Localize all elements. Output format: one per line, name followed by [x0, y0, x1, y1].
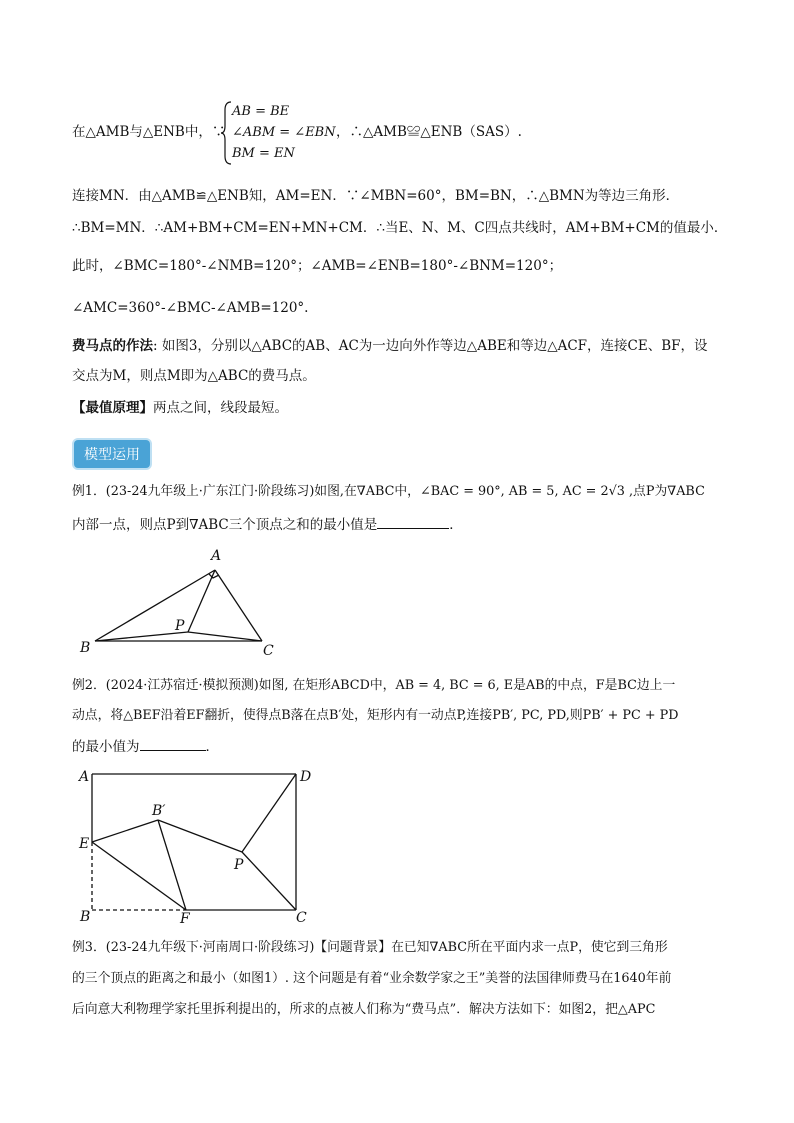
ex2-label-c: C	[296, 910, 307, 924]
ex1-label-a: A	[211, 548, 222, 564]
section-badge: 模型运用	[74, 440, 150, 468]
ex1-segment-pc	[188, 632, 262, 641]
proof-line-1: 连接MN．由△AMB≌△ENB知，AM=EN．∵∠MBN=60°，BM=BN，∴△BMN为等边三角形．	[72, 188, 680, 204]
ex3-line-2: 的三个顶点的距离之和最小（如图1）. 这个问题是有着“业余数学家之王”美誉的法国律师费马在1640年前	[72, 971, 672, 986]
ex1-label-b: B	[80, 640, 91, 656]
ex1-segment-pa	[188, 570, 215, 632]
condition-2: ∠ABM = ∠EBN	[232, 125, 336, 140]
ex3-line-1: 例3．(23-24九年级下·河南周口·阶段练习)【问题背景】在已知∇ABC所在平面内求一点P，使它到三角形	[72, 940, 668, 955]
ex1-line-2	[72, 514, 463, 535]
ex2-line-2: 动点，将△BEF沿着EF翻折，使得点B落在点B′处，矩形内有一动点P,连接PB′, PC, PD,则PB′ + PC + PD	[72, 708, 679, 723]
ex1-side-ac	[215, 570, 262, 641]
ex1-end: ．	[449, 517, 463, 533]
ex3-line-3: 后向意大利物理学家托里拆利提出的，所求的点被人们称为“费马点”．解决方法如下：如图2，把△APC	[72, 1002, 656, 1017]
ex2-segment-eb-prime	[92, 820, 158, 842]
ex2-end: ．	[205, 739, 219, 755]
condition-3: BM = EN	[232, 146, 295, 161]
ex2-segment-ef	[92, 842, 186, 910]
condition-system	[220, 100, 336, 166]
ex2-label-d: D	[300, 769, 312, 785]
congruence-conclusion: ，∴△AMB≌△ENB（SAS）.	[336, 124, 522, 140]
proof-line-3: 此时，∠BMC=180°-∠NMB=120°；∠AMB=∠ENB=180°-∠BNM=120°；	[72, 258, 563, 274]
ex1-label-c: C	[263, 643, 274, 658]
ex2-label-f: F	[180, 911, 190, 924]
method-line-1	[72, 336, 708, 356]
ex2-label-b: B	[80, 909, 91, 924]
ex2-answer-blank[interactable]	[140, 736, 206, 751]
ex2-question: 的最小值为	[72, 739, 140, 755]
ex2-segment-pd	[242, 774, 296, 852]
ex2-label-e: E	[79, 836, 90, 852]
condition-1: AB = BE	[232, 104, 290, 119]
ex1-question: 内部一点，则点P到∇ABC三个顶点之和的最小值是	[72, 517, 378, 533]
principle-line	[72, 398, 288, 418]
principle-label: 【最值原理】	[72, 400, 153, 416]
ex2-line-3	[72, 736, 219, 757]
ex2-segment-pc	[242, 852, 296, 910]
congruence-lead: 在△AMB与△ENB中，∵	[72, 124, 226, 140]
principle-text: 两点之间，线段最短。	[153, 400, 288, 416]
ex1-line-1: 例1．(23-24九年级上·广东江门·阶段练习)如图,在∇ABC中，∠BAC = 90°, AB = 5, AC = 2√3 ,点P为∇ABC	[72, 484, 705, 499]
method-line-2: 交点为M，则点M即为△ABC的费马点。	[72, 368, 316, 384]
method-text-1: : 如图3，分别以△ABC的AB、AC为一边向外作等边△ABE和等边△ACF，连接CE、BF，设	[153, 338, 708, 354]
ex2-line-1: 例2．(2024·江苏宿迁·模拟预测)如图, 在矩形ABCD中，AB = 4, BC = 6, E是AB的中点，F是BC边上一	[72, 678, 676, 693]
ex1-answer-blank[interactable]	[377, 514, 449, 529]
ex1-side-ab	[95, 570, 215, 641]
ex2-figure	[74, 764, 324, 924]
method-label: 费马点的作法	[72, 338, 153, 354]
ex2-label-a: A	[79, 769, 90, 785]
ex1-label-p: P	[175, 618, 185, 634]
ex2-label-p: P	[234, 857, 244, 873]
ex1-figure	[70, 540, 290, 658]
ex2-label-b-prime: B′	[152, 803, 166, 819]
proof-line-2: ∴BM=MN．∴AM+BM+CM=EN+MN+CM．∴当E、N、M、C四点共线时，AM+BM+CM的值最小．	[72, 220, 728, 236]
ex2-segment-b-prime-f	[158, 820, 186, 910]
ex2-segment-pb-prime	[158, 820, 242, 852]
proof-line-4: ∠AMC=360°-∠BMC-∠AMB=120°.	[72, 300, 309, 316]
